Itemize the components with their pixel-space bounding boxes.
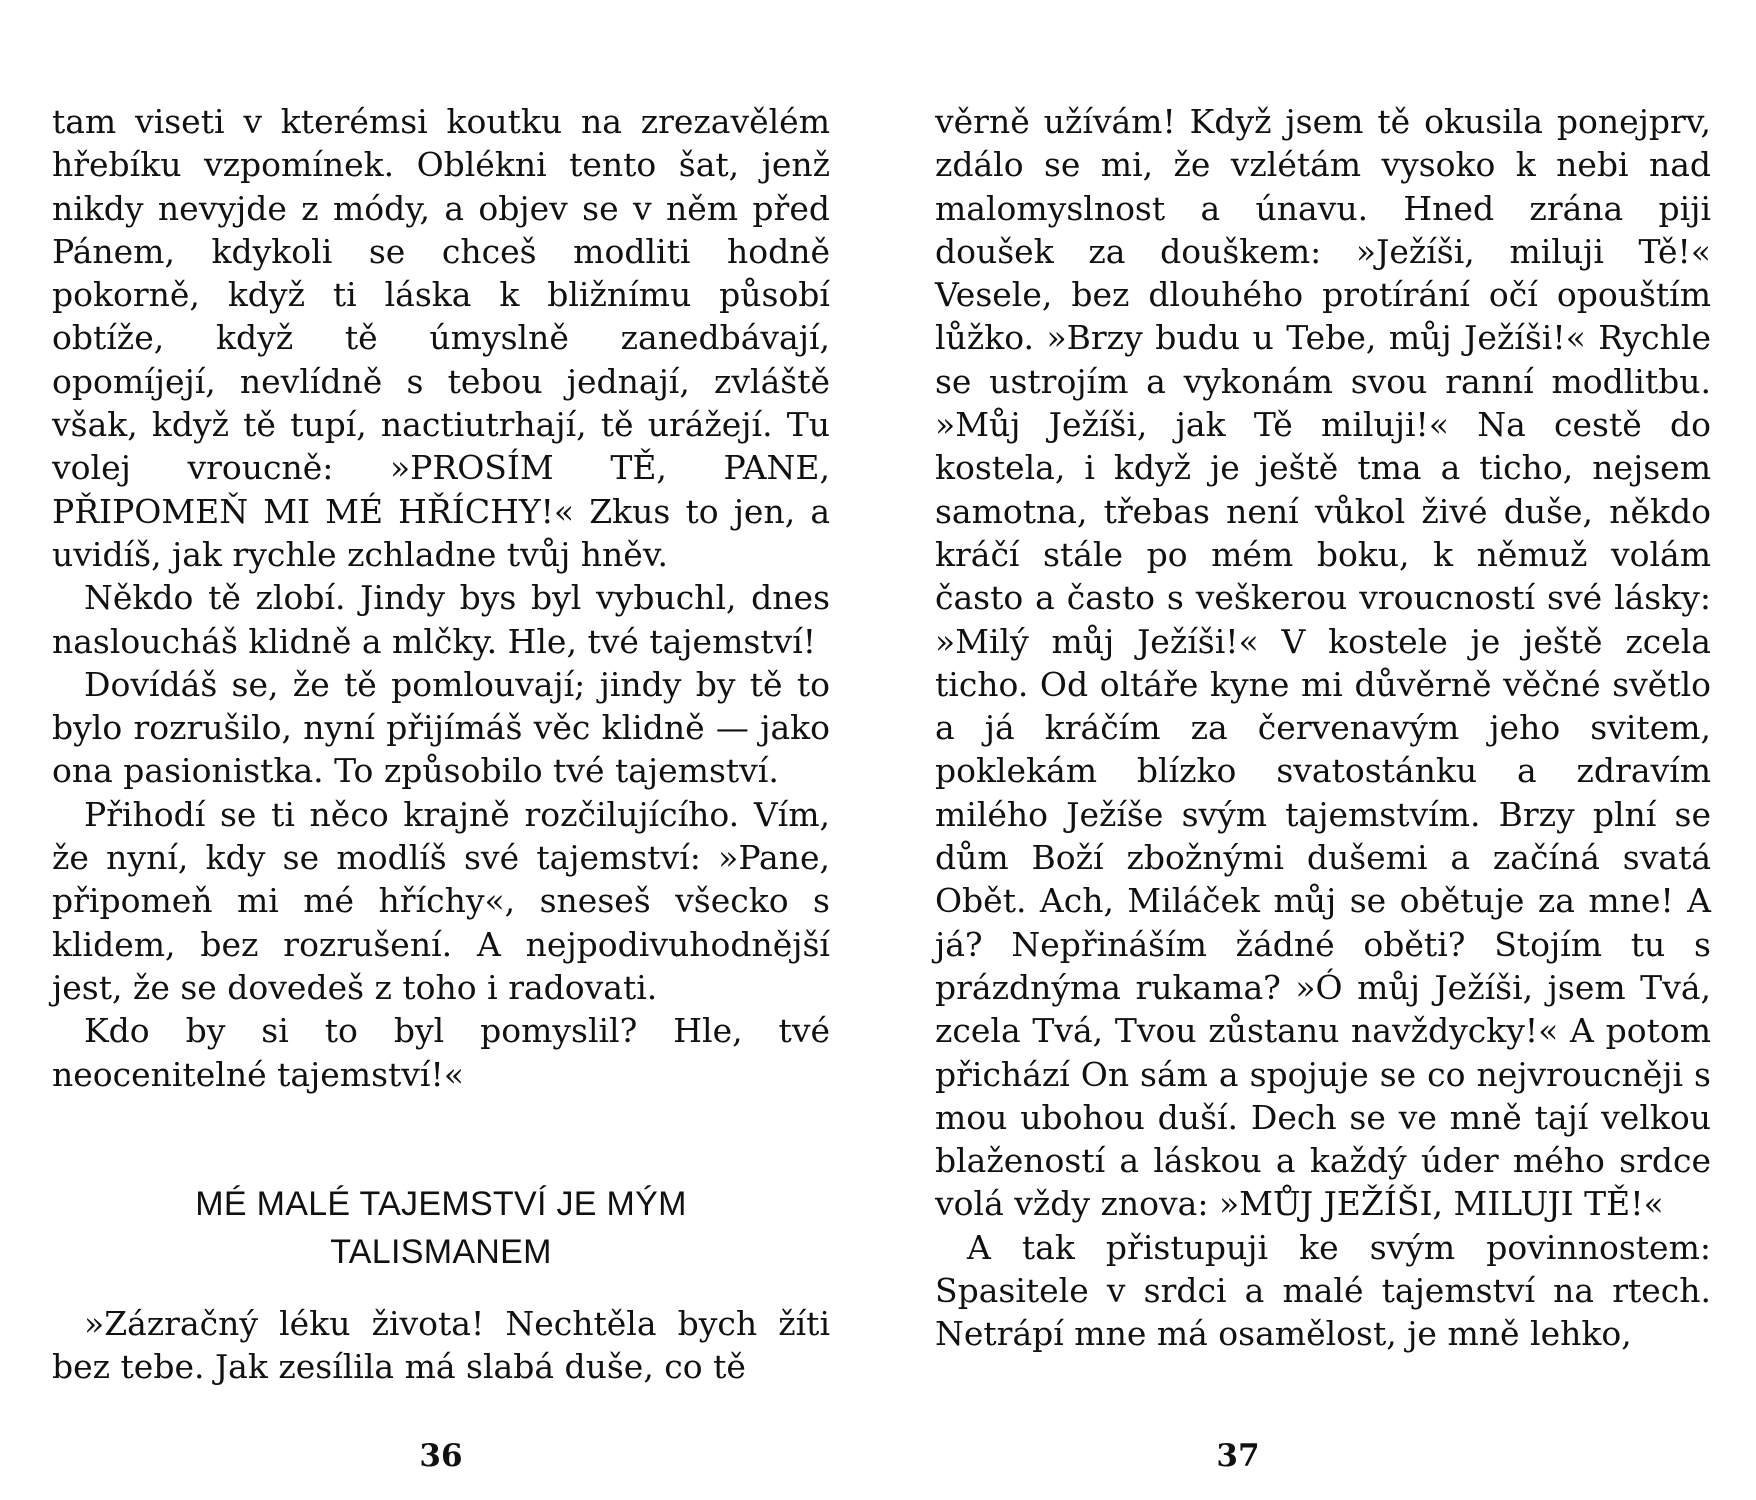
page-number-left: 36 bbox=[419, 1438, 463, 1474]
left-paragraph-2: Někdo tě zlobí. Jindy bys byl vybuchl, dnes nasloucháš klidně a mlčky. Hle, tvé tajemství! bbox=[52, 578, 830, 661]
left-text-block bbox=[52, 100, 830, 1096]
left-page bbox=[52, 0, 830, 1500]
left-final-paragraph: »Zázračný léku života! Nechtěla bych žíti bez tebe. Jak zesílila má slabá duše, co tě bbox=[52, 1304, 830, 1387]
left-final-text-block bbox=[52, 1302, 830, 1389]
page-number-right: 37 bbox=[1216, 1438, 1260, 1474]
left-paragraph-3: Dovídáš se, že tě pomlouvají; jindy by tě to bylo rozrušilo, nyní přijímáš věc klidně — jako ona pasionistka. To způsobilo tvé tajemství. bbox=[52, 664, 830, 791]
left-paragraph-1: tam viseti v kterémsi koutku na zrezavělém hřebíku vzpomínek. Oblékni tento šat, jenž nikdy nevyjde z módy, a objev se v něm před Pánem, kdykoli se chceš modliti hodně pokorně, když ti láska k bližnímu působí obtíže, když tě úmyslně zanedbávají, opomíjejí, nevlídně s tebou jednají, zvláště však, když tě tupí, nactiutrhají, tě urážejí. Tu volej vroucně: »PROSÍM TĚ, PANE, PŘIPOMEŇ MI MÉ HŘÍCHY!« Zkus to jen, a uvidíš, jak rychle zchladne tvůj hněv. bbox=[52, 102, 830, 574]
chapter-heading-line-1: MÉ MALÉ TAJEMSTVÍ JE MÝM bbox=[195, 1185, 687, 1223]
chapter-heading-line-2: TALISMANEM bbox=[330, 1233, 552, 1271]
right-text-block bbox=[935, 100, 1711, 1356]
right-paragraph-1: věrně užívám! Když jsem tě okusila ponejprv, zdálo se mi, že vzlétám vysoko k nebi nad malomyslnost a únavu. Hned zrána piji doušek za douškem: »Ježíši, miluji Tě!« Vesele, bez dlouhého protírání očí opouštím lůžko. »Brzy budu u Tebe, můj Ježíši!« Rychle se ustrojím a vykonám svou ranní modlitbu. »Můj Ježíši, jak Tě miluji!« Na cestě do kostela, i když je ještě tma a ticho, nejsem samotna, třebas není vůkol živé duše, někdo kráčí stále po mém boku, k němuž volám často a často s veškerou vroucností své lásky: »Milý můj Ježíši!« V kostele je ještě zcela ticho. Od oltáře kyne mi důvěrně věčné světlo a já kráčím za červenavým jeho svitem, poklekám blízko svatostánku a zdravím milého Ježíše svým tajemstvím. Brzy plní se dům Boží zbožnými dušemi a začíná svatá Obět. Ach, Miláček můj se obětuje za mne! A já? Nepřináším žádné oběti? Stojím tu s prázdnýma rukama? »Ó můj Ježíši, jsem Tvá, zcela Tvá, Tvou zůstanu navždycky!« A potom přichází On sám a spojuje se co nejvroucněji s mou ubohou duší. Dech se ve mně tají velkou blažeností a láskou a každý úder mého srdce volá vždy znova: »MŮJ JEŽÍŠI, MILUJI TĚ!« bbox=[935, 102, 1711, 1224]
left-paragraph-5: Kdo by si to byl pomyslil? Hle, tvé neocenitelné tajemství!« bbox=[52, 1011, 830, 1094]
right-paragraph-2: A tak přistupuji ke svým povinnostem: Spasitele v srdci a malé tajemství na rtech. Netrápí mne má osamělost, je mně lehko, bbox=[935, 1227, 1711, 1354]
right-page bbox=[935, 0, 1711, 1500]
chapter-heading bbox=[52, 1180, 830, 1276]
left-paragraph-4: Přihodí se ti něco krajně rozčilujícího. Vím, že nyní, kdy se modlíš své tajemství: »Pane, připomeň mi mé hříchy«, sneseš všecko s klidem, bez rozrušení. A nejpodivuhodnější jest, že se dovedeš z toho i radovati. bbox=[52, 794, 830, 1007]
